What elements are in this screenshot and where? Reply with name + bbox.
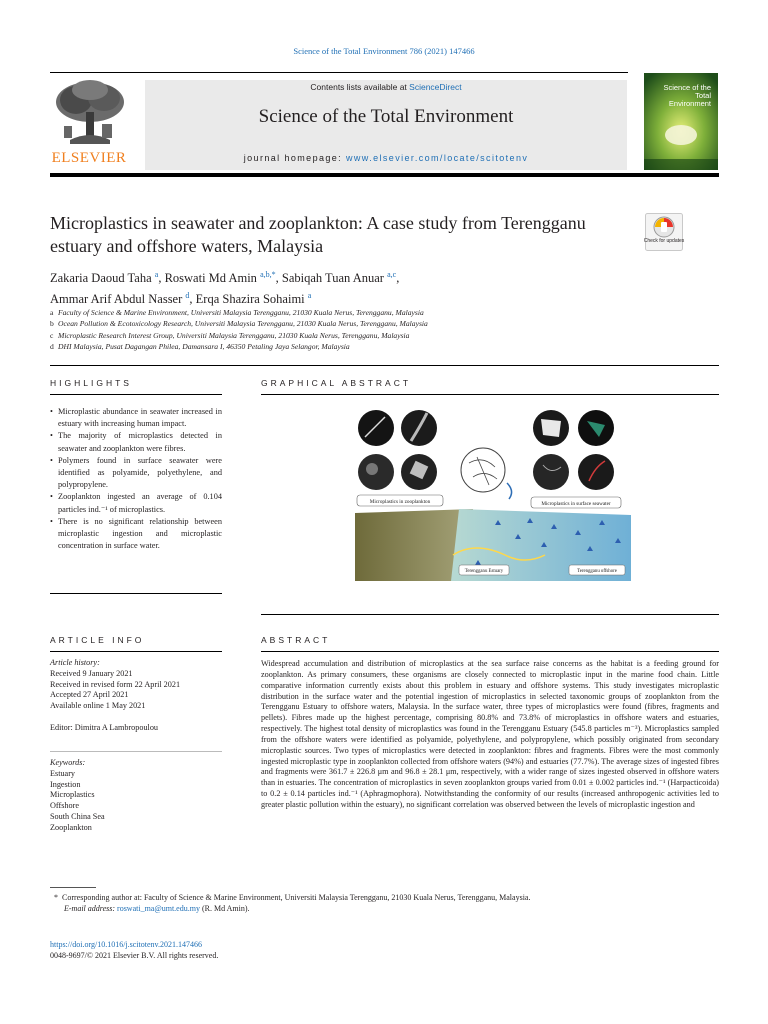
highlights-heading: HIGHLIGHTS bbox=[50, 378, 132, 388]
keyword: Estuary bbox=[50, 768, 76, 778]
check-for-updates-label: Check for updates bbox=[643, 238, 685, 244]
article-info-rule bbox=[50, 651, 222, 652]
keywords bbox=[50, 758, 230, 834]
affiliation-item: a Faculty of Science & Marine Environment, Universiti Malaysia Terengganu, 21030 Kuala Nerus, Terengganu, Malaysia bbox=[50, 308, 424, 317]
history-label: Article history: bbox=[50, 658, 100, 667]
article-title: Microplastics in seawater and zooplankton: A case study from Terengganu estuary and offshore waters, Malaysia bbox=[50, 213, 586, 256]
copyright: 0048-9697/© 2021 Elsevier B.V. All rights reserved. bbox=[50, 951, 219, 960]
accepted-date: Accepted 27 April 2021 bbox=[50, 690, 129, 700]
sciencedirect-link[interactable]: ScienceDirect bbox=[409, 82, 462, 92]
contents-lists bbox=[145, 82, 627, 92]
highlights-rule bbox=[50, 394, 222, 395]
keywords-label: Keywords: bbox=[50, 758, 86, 767]
journal-title: Science of the Total Environment bbox=[258, 106, 514, 127]
keyword: Ingestion bbox=[50, 779, 81, 789]
author-list bbox=[50, 266, 570, 308]
label-zooplankton: Microplastics in zooplankton bbox=[369, 499, 431, 505]
cover-title: Science of the Total Environment bbox=[663, 83, 711, 108]
author[interactable]: Sabiqah Tuan Anuar $^{a,c}$, bbox=[281, 270, 400, 286]
doi-block bbox=[50, 939, 218, 961]
abstract-text: Widespread accumulation and distribution of microplastics at the sea surface raise concerns as the habitat is a feeding ground for zooplankton. As primary consumers, these organisms are closely connected to microplastic input in the marine food chain. Little comparative information currently exists about this problem in estuary and offshore systems. This study investigates microplastic distribution in the surface water and the potential ingestion of microplastics in selected taxonomic groups of zooplankton from the Terengganu Estuary to offshore waters, Malaysia. In the surface water, three types of microplastics were found (fibres, fragments and pellets). Fibres made up the highest percentage, comprising 80.8% and 73.8% of microplastics in offshore waters and estuaries, respectively. The highest total density of microplastics was found in the Terengganu Estuary (545.8 particles m⁻³). Microplastics sampled from the offshore waters were identified as polyamide, polyethylene, and polypropylene, which possibly originated from secondary microplastic sources. Two types of microplastics were detected in zooplankton: fibres and fragments. Fibres were the most commonly ingested microplastic type in zooplankton collected from offshore waters (94%) and estuaries (77.7%). The average sizes of ingested fibres and fragments were 361.7 ± 226.8 μm and 96.8 ± 28.1 μm, respectively, with a wider range of sizes ingested observed in offshore waters than in estuaries. The concentration of microplastics in seven zooplankton groups varied from 0.01 ± 0.002 particles ind.⁻¹ (Harpacticoida) to 0.2 ± 0.14 particles ind.⁻¹ (Aphragmophora). Notwithstanding the conformity of our results (increased anthropogenic activities led to greater plastic pollution within the estuary), no significant correlation was observed between the levels of microplastic ingestion and bbox=[261, 659, 719, 809]
highlight-item: • There is no significant relationship between microplastic ingestion and microplastic concentration in surface water. bbox=[50, 516, 222, 551]
graphical-abstract-rule bbox=[261, 394, 719, 395]
highlight-item: • The majority of microplastics detected in seawater and zooplankton were fibres. bbox=[50, 431, 222, 453]
contents-prefix: Contents lists available at bbox=[310, 82, 410, 92]
revised-date: Received in revised form 22 April 2021 bbox=[50, 679, 181, 689]
abstract-rule bbox=[261, 651, 719, 652]
email-line: E-mail address: roswati_ma@umt.edu.my (R. Md Amin). bbox=[64, 904, 250, 913]
keyword: Offshore bbox=[50, 801, 79, 811]
highlight-item: • Polymers found in surface seawater were identified as polyamide, polyethylene, and polypropylene. bbox=[50, 455, 222, 490]
keyword: Zooplankton bbox=[50, 822, 92, 832]
label-offshore: Terengganu offshore bbox=[577, 569, 617, 574]
affiliations bbox=[50, 307, 570, 352]
highlights-list bbox=[50, 406, 222, 552]
author[interactable]: Erqa Shazira Sohaimi $^a$ bbox=[195, 291, 312, 307]
article-info-heading: ARTICLE INFO bbox=[50, 635, 145, 645]
author[interactable]: Zakaria Daoud Taha $^a$, bbox=[50, 270, 165, 286]
affiliation-item: c Microplastic Research Interest Group, Universiti Malaysia Terengganu, 21030 Kuala Nerus, Terengganu, Malaysia bbox=[50, 330, 410, 340]
online-date: Available online 1 May 2021 bbox=[50, 701, 146, 711]
footnote bbox=[50, 892, 720, 914]
keywords-rule bbox=[50, 751, 222, 752]
journal-homepage-link[interactable]: www.elsevier.com/locate/scitotenv bbox=[346, 153, 529, 163]
check-for-updates-icon[interactable] bbox=[645, 213, 683, 251]
doi-link[interactable]: https://doi.org/10.1016/j.scitotenv.2021.147466 bbox=[50, 940, 202, 949]
abstract-heading: ABSTRACT bbox=[261, 635, 331, 645]
graphical-abstract-heading: GRAPHICAL ABSTRACT bbox=[261, 378, 412, 388]
affiliation-item: b Ocean Pollution & Ecotoxicology Research, Universiti Malaysia Terengganu, 21030 Kuala Nerus, Terengganu, Malaysia bbox=[50, 319, 428, 329]
homepage-prefix: journal homepage: bbox=[243, 153, 346, 163]
article-info bbox=[50, 658, 230, 734]
elsevier-wordmark: ELSEVIER bbox=[51, 150, 127, 166]
top-rule bbox=[50, 72, 628, 73]
author[interactable]: Ammar Arif Abdul Nasser $^d$, bbox=[50, 291, 196, 307]
section-rule bbox=[50, 365, 719, 366]
running-header[interactable]: Science of the Total Environment 786 (2021) 147466 bbox=[293, 46, 475, 56]
highlight-item: • Microplastic abundance in seawater increased in estuary with increasing human impact. bbox=[50, 407, 222, 429]
editor: Editor: Dimitra A Lambropoulou bbox=[50, 722, 159, 732]
masthead-rule bbox=[50, 173, 719, 177]
label-seawater: Microplastics in surface seawater bbox=[541, 501, 611, 507]
keyword: South China Sea bbox=[50, 811, 105, 821]
elsevier-tree-logo bbox=[50, 78, 128, 148]
affiliation-item: d DHI Malaysia, Pusat Dagangan Philea, Damansara I, 46350 Petaling Jaya Selangor, Malaysia bbox=[50, 341, 350, 351]
email-link[interactable]: roswati_ma@umt.edu.my bbox=[117, 904, 200, 913]
author[interactable]: Roswati Md Amin $^{a,b,*}$, bbox=[164, 270, 282, 286]
corresponding-author-note: * Corresponding author at: Faculty of Science & Marine Environment, Universiti Malaysia Terengganu, 21030 Kuala Nerus, Terengganu, Malaysia. bbox=[54, 893, 531, 902]
keyword: Microplastics bbox=[50, 790, 95, 800]
graphical-abstract-image bbox=[355, 405, 631, 581]
label-estuary: Terengganu Estuary bbox=[464, 569, 504, 574]
highlights-bottom-rule bbox=[50, 593, 222, 594]
highlight-item: • Zooplankton ingested an average of 0.104 particles ind.⁻¹ of microplastics. bbox=[50, 492, 222, 514]
footnote-rule bbox=[50, 887, 96, 888]
received-date: Received 9 January 2021 bbox=[50, 668, 133, 678]
journal-homepage bbox=[145, 153, 627, 163]
graphical-abstract-bottom-rule bbox=[261, 614, 719, 615]
